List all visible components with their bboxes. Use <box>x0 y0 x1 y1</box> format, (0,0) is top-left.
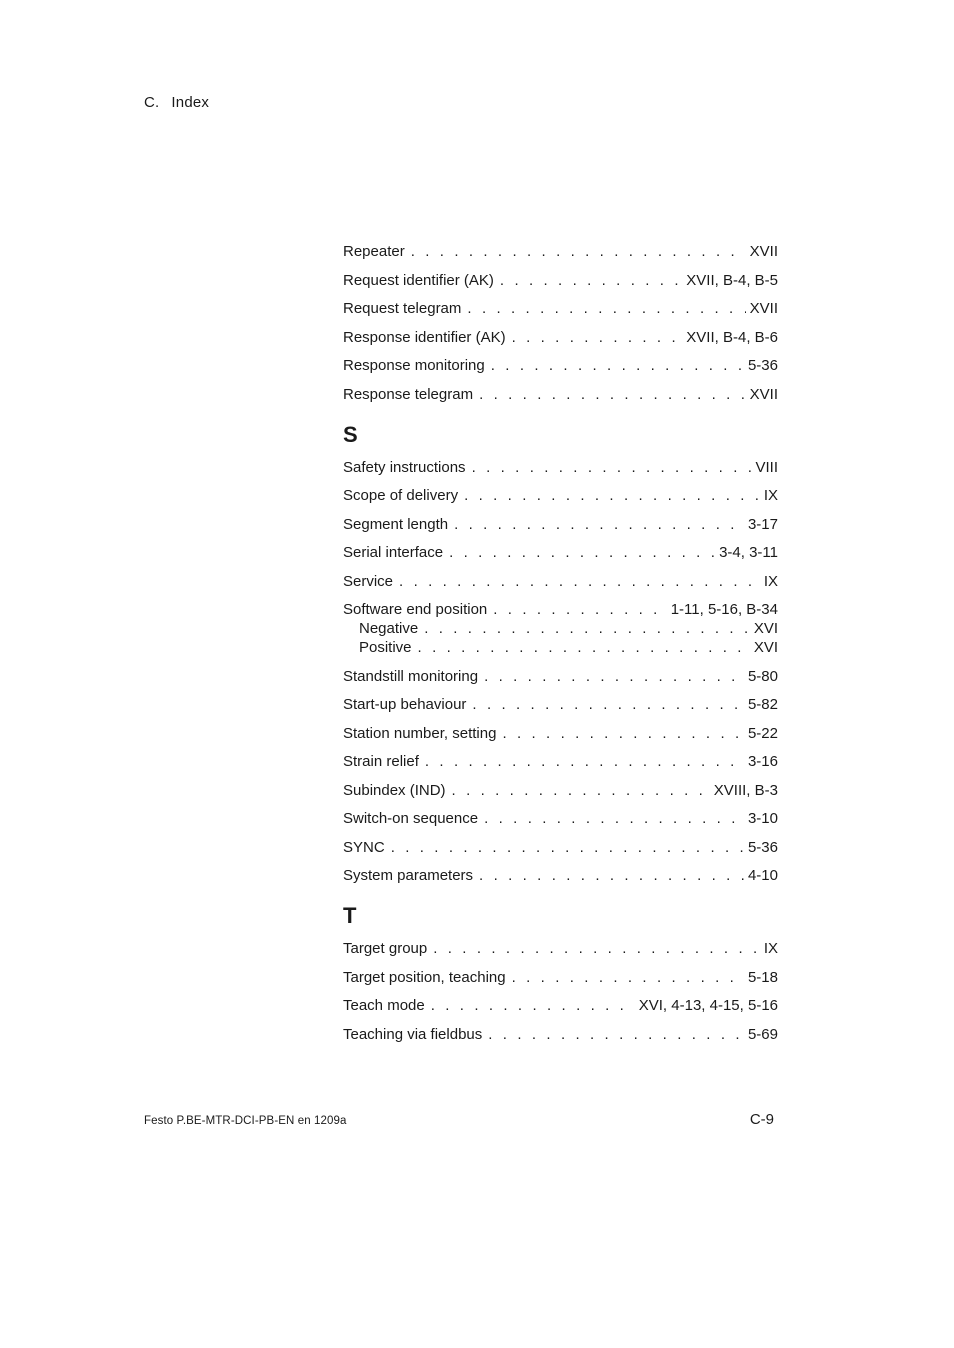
index-term: SYNC <box>343 838 385 856</box>
index-entry <box>343 543 778 562</box>
dot-leader <box>424 619 750 638</box>
dot-leader <box>484 809 744 828</box>
index-term: Response telegram <box>343 385 474 403</box>
index-entry <box>343 996 778 1015</box>
index-pages: 3-17 <box>747 515 778 533</box>
dot-leader <box>391 838 744 857</box>
footer-document-id: Festo P.BE-MTR-DCI-PB-EN en 1209a <box>144 1115 347 1127</box>
dot-leader <box>491 356 744 375</box>
index-entry <box>343 939 778 958</box>
index-term: Scope of delivery <box>343 487 459 504</box>
chapter-title: Index <box>171 94 210 111</box>
index-entry <box>343 667 778 686</box>
index-pages: IX <box>763 572 778 590</box>
chapter-number: C. <box>144 94 160 111</box>
index-term: Repeater <box>343 243 405 260</box>
index-pages: IX <box>763 487 778 504</box>
index-pages: 5-18 <box>747 968 778 986</box>
index-term: Teach mode <box>343 997 425 1014</box>
index-pages: XVII, B-4, B-6 <box>686 328 778 346</box>
dot-leader <box>502 724 744 743</box>
index-pages: 3-10 <box>747 810 778 827</box>
index-pages: VIII <box>755 458 778 476</box>
chapter-header <box>144 94 209 111</box>
dot-leader <box>399 572 760 591</box>
index-pages: XVII <box>749 300 778 317</box>
index-subpages: XVI <box>753 620 778 637</box>
dot-leader <box>433 939 760 958</box>
index-entry <box>343 866 778 885</box>
index-term: Subindex (IND) <box>343 781 446 799</box>
index-term: Request identifier (AK) <box>343 271 494 289</box>
index-entry <box>343 968 778 987</box>
index-term: Switch-on sequence <box>343 810 479 827</box>
index-entry <box>343 356 778 375</box>
index-term: Service <box>343 572 394 590</box>
dot-leader <box>464 486 760 505</box>
dot-leader <box>425 752 744 771</box>
index-pages: 5-36 <box>747 838 778 856</box>
index-subentry <box>343 638 778 657</box>
index-section <box>343 903 778 1044</box>
index-pages: IX <box>763 940 778 957</box>
index-term: Request telegram <box>343 300 462 317</box>
index-list <box>343 242 778 1053</box>
index-pages: 3-4, 3-11 <box>719 544 778 561</box>
index-entry <box>343 486 778 505</box>
index-entry <box>343 271 778 290</box>
dot-leader <box>411 242 746 261</box>
index-entry <box>343 572 778 591</box>
index-term: Teaching via fieldbus <box>343 1025 483 1043</box>
index-pages: 5-22 <box>747 724 778 742</box>
index-term: Response identifier (AK) <box>343 328 506 346</box>
index-pages: 4-10 <box>747 867 778 884</box>
dot-leader <box>467 299 745 318</box>
dot-leader <box>479 866 744 885</box>
dot-leader <box>472 458 752 477</box>
index-pages: XVIII, B-3 <box>713 781 778 799</box>
index-entry <box>343 695 778 714</box>
section-letter-heading: S <box>343 421 358 447</box>
index-subterm: Positive <box>359 639 412 656</box>
index-section <box>343 422 778 886</box>
dot-leader <box>472 695 744 714</box>
index-pages: 1-11, 5-16, B-34 <box>670 601 778 618</box>
index-pages: 5-69 <box>747 1025 778 1043</box>
index-term: Start-up behaviour <box>343 696 467 713</box>
dot-leader <box>493 600 666 619</box>
index-entry <box>343 752 778 771</box>
index-term: Station number, setting <box>343 724 497 742</box>
footer-page-number: C-9 <box>749 1111 774 1128</box>
index-entry <box>343 242 778 261</box>
index-entry <box>343 600 778 619</box>
index-entry <box>343 1025 778 1044</box>
index-entry <box>343 299 778 318</box>
dot-leader <box>418 638 750 657</box>
index-entry <box>343 385 778 404</box>
index-pages: XVII, B-4, B-5 <box>686 271 778 289</box>
index-pages: XVI, 4-13, 4-15, 5-16 <box>638 997 778 1014</box>
index-pages: XVII <box>749 243 778 260</box>
index-term: Strain relief <box>343 753 419 770</box>
index-pages: 5-36 <box>747 357 778 374</box>
dot-leader <box>512 968 744 987</box>
dot-leader <box>500 271 682 290</box>
dot-leader <box>431 996 635 1015</box>
dot-leader <box>479 385 746 404</box>
index-term: Target position, teaching <box>343 968 506 986</box>
index-section <box>343 242 778 404</box>
index-subterm: Negative <box>359 620 419 637</box>
index-pages: 5-80 <box>747 667 778 685</box>
dot-leader <box>484 667 744 686</box>
index-term: Serial interface <box>343 544 444 561</box>
index-entry <box>343 328 778 347</box>
index-term: Target group <box>343 940 428 957</box>
index-term: Software end position <box>343 601 488 618</box>
dot-leader <box>449 543 715 562</box>
index-entry <box>343 838 778 857</box>
dot-leader <box>454 515 744 534</box>
index-entry <box>343 781 778 800</box>
index-term: Standstill monitoring <box>343 667 479 685</box>
dot-leader <box>488 1025 744 1044</box>
index-term: System parameters <box>343 867 474 884</box>
index-term: Safety instructions <box>343 458 466 476</box>
index-entry <box>343 724 778 743</box>
index-pages: 5-82 <box>747 696 778 713</box>
dot-leader <box>512 328 683 347</box>
index-pages: 3-16 <box>747 753 778 770</box>
dot-leader <box>452 781 710 800</box>
index-entry <box>343 458 778 477</box>
index-term: Response monitoring <box>343 357 485 374</box>
section-letter-heading: T <box>343 903 357 928</box>
index-subpages: XVI <box>753 639 778 656</box>
index-term: Segment length <box>343 515 449 533</box>
index-subentry <box>343 619 778 638</box>
index-entry <box>343 809 778 828</box>
index-pages: XVII <box>749 385 778 403</box>
index-entry <box>343 515 778 534</box>
